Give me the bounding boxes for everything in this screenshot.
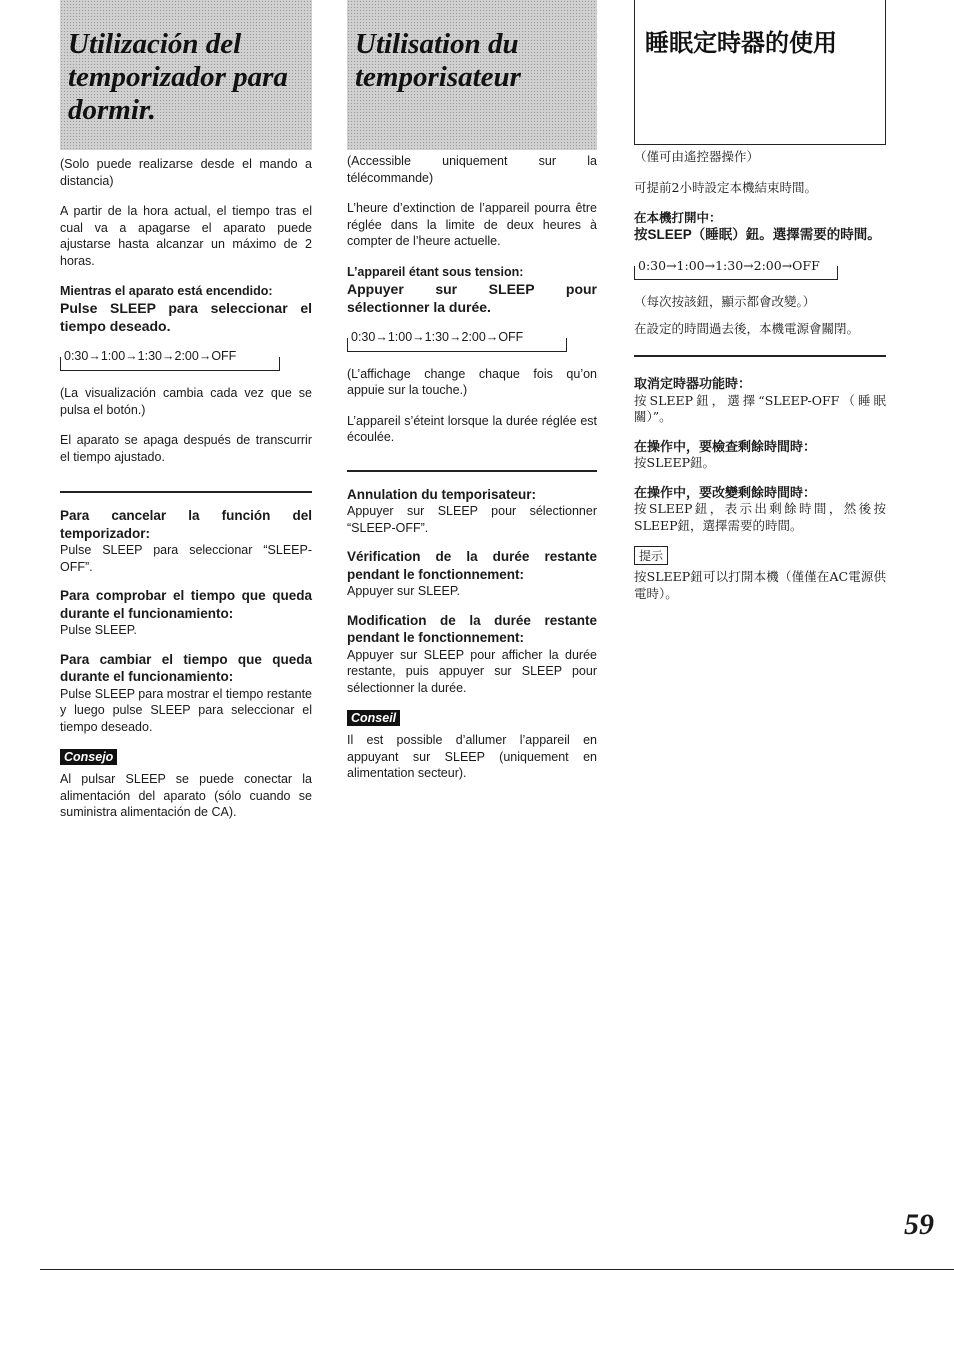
chinese-sequence-diagram [634,258,886,284]
spanish-instruction: Pulse SLEEP para seleccionar el tiempo deseado. [60,300,312,334]
chinese-cancel-head: 取消定時器功能時： [634,376,752,391]
chinese-check-text: 按SLEEP鈕。 [634,455,716,470]
chinese-condition: 在本機打開中： [634,211,722,225]
french-change-text: Appuyer sur SLEEP pour afficher la durée restante, puis appuyer sur SLEEP pour sélectionner la durée. [347,647,597,695]
french-intro: L’heure d’extinction de l’appareil pourra être réglée dans la limite de deux heures à compter de l’heure actuelle. [347,201,597,248]
chinese-change-text: 按SLEEP鈕，表示出剩餘時間，然後按SLEEP鈕，選擇需要的時間。 [634,501,886,533]
chinese-column [634,0,886,602]
divider [634,355,886,357]
french-title: Utilisation du temporisateur [355,28,521,93]
spanish-sequence-diagram [60,349,312,375]
spanish-cancel-text: Pulse SLEEP para seleccionar “SLEEP-OFF”. [60,543,312,574]
spanish-display-note: (La visualización cambia cada vez que se pulsa el botón.) [60,386,312,417]
french-tip-text: Il est possible d’allumer l’appareil en appuyant sur SLEEP (uniquement en alimentation secteur). [347,733,597,780]
chinese-title-box [634,0,886,145]
divider [60,491,312,493]
spanish-cancel-head: Para cancelar la función del temporizador: [60,508,312,541]
divider [347,470,597,472]
french-cancel-text: Appuyer sur SLEEP pour sélectionner “SLEEP-OFF”. [347,504,597,535]
chinese-tip-badge: 提示 [634,546,668,565]
french-condition: L’appareil étant sous tension: [347,264,524,279]
page-number: 59 [904,1208,934,1241]
french-check-head: Vérification de la durée restante pendant le fonctionnement: [347,549,597,582]
chinese-check-head: 在操作中，要檢查剩餘時間時： [634,438,817,454]
spanish-title: Utilización del temporizador para dormir. [68,28,288,126]
spanish-after: El aparato se apaga después de transcurrir el tiempo ajustado. [60,433,312,464]
french-instruction: Appuyer sur SLEEP pour sélectionner la durée. [347,280,597,315]
french-check-text: Appuyer sur SLEEP. [347,584,461,598]
chinese-after: 在設定的時間過去後，本機電源會關閉。 [634,320,860,336]
french-tip-badge: Conseil [347,710,400,726]
french-note: (Accessible uniquement sur la télécommande) [347,154,597,185]
spanish-column [60,0,312,821]
spanish-note: (Solo puede realizarse desde el mando a distancia) [60,157,312,188]
spanish-title-box [60,0,312,150]
chinese-change-head: 在操作中，要改變剩餘時間時： [634,484,817,500]
chinese-cancel-text: 按SLEEP鈕，選擇“SLEEP-OFF（睡眠關）”。 [634,392,886,424]
footer-rule [40,1269,954,1270]
french-cancel-head: Annulation du temporisateur: [347,486,536,502]
spanish-tip-badge: Consejo [60,749,117,765]
spanish-check-head: Para comprobar el tiempo que queda durante el funcionamiento: [60,588,312,621]
french-title-box [347,0,597,150]
french-after: L’appareil s’éteint lorsque la durée réglée est écoulée. [347,413,597,444]
spanish-change-text: Pulse SLEEP para mostrar el tiempo restante y luego pulse SLEEP para seleccionar el tiempo deseado. [60,686,312,734]
chinese-tip-text: 按SLEEP鈕可以打開本機（僅僅在AC電源供電時）。 [634,569,886,601]
french-column [347,0,597,782]
spanish-tip-text: Al pulsar SLEEP se puede conectar la alimentación del aparato (sólo cuando se suministra alimentación de CA). [60,772,312,819]
chinese-intro: 可提前2小時設定本機結束時間。 [634,179,817,195]
chinese-note: （僅可由遙控器操作） [634,149,760,164]
chinese-instruction: 按SLEEP（睡眠）鈕。選擇需要的時間。 [634,227,881,242]
chinese-title: 睡眠定時器的使用 [645,29,837,57]
chinese-display-note: （每次按該鈕，顯示都會改變。） [634,294,816,309]
spanish-check-text: Pulse SLEEP. [60,623,137,637]
french-change-head: Modification de la durée restante pendant le fonctionnement: [347,612,597,645]
french-sequence-diagram [347,330,597,356]
spanish-sequence: 0:30→1:00→1:30→2:00→OFF [64,349,237,363]
chinese-sequence: 0:30→1:00→1:30→2:00→OFF [638,258,820,273]
french-sequence: 0:30→1:00→1:30→2:00→OFF [351,329,524,344]
spanish-change-head: Para cambiar el tiempo que queda durante el funcionamiento: [60,651,312,684]
french-display-note: (L’affichage change chaque fois qu’on appuie sur la touche.) [347,366,597,397]
spanish-intro: A partir de la hora actual, el tiempo tras el cual va a apagarse el aparato puede ajustarse hasta alcanzar un máximo de 2 horas. [60,204,312,268]
spanish-condition: Mientras el aparato está encendido: [60,284,273,298]
